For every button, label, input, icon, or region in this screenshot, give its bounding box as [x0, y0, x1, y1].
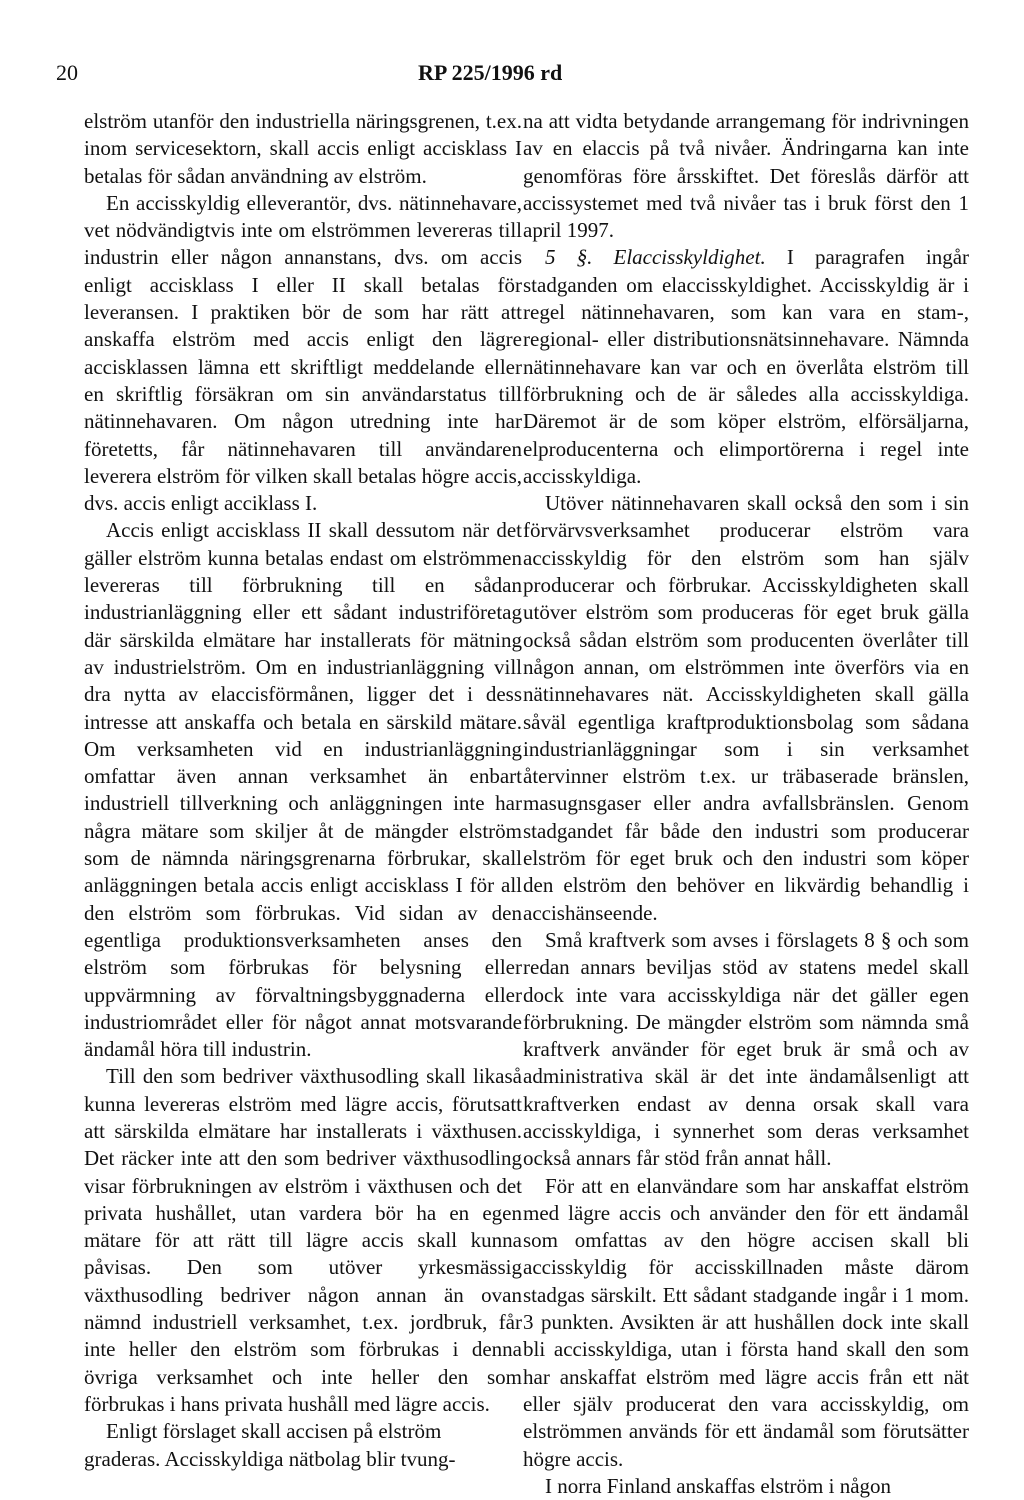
- paragraph: Till den som bedriver växthusodling skall likaså kunna levereras elström med lägre accis, förutsatt att särskilda elmätare har installerats i växthusen. Det räcker inte att den som bedriver växthusodling visar förbrukningen av elström i växthusen och det privata hushållet, utan vardera bör ha en egen mätare för att rätt till lägre accis skall kunna påvisas. Den som utöver yrkesmässig växthusodling bedriver någon annan än ovan nämnd industriell verksamhet, t.ex. jordbruk, får inte heller den elström som förbrukas i denna övriga verksamhet och inte heller den som förbrukas i hans privata hushåll med lägre accis.: [84, 1064, 522, 1416]
- paragraph: För att en elanvändare som har anskaffat elström med lägre accis och använder den för ett ändamål som omfattas av den högre accisen skall bli accisskyldig för accisskillnaden måste därom stadgas särskilt. Ett sådant stadgande ingår i 1 mom. 3 punkten. Avsikten är att hushållen dock inte skall bli accisskyldiga, utan i första hand skall den som har anskaffat elström med lägre accis från ett nät eller själv producerat den vara accisskyldig, om elströmmen används för ett ändamål som förutsätter högre accis.: [523, 1173, 969, 1471]
- paragraph: I norra Finland anskaffas elström i någon: [545, 1473, 892, 1498]
- paragraph: Enligt förslaget skall accisen på elström graderas. Accisskyldiga nätbolag blir tvung-: [84, 1419, 456, 1471]
- paragraph: elström utanför den industriella näringsgrenen, t.ex. inom servicesektorn, skall accis enligt accisklass I betalas för sådan användning av elström.: [84, 109, 522, 188]
- page-number: 20: [56, 60, 78, 85]
- paragraph: Små kraftverk som avses i förslagets 8 § och som redan annars beviljas stöd av statens medel skall dock inte vara accisskyldiga när det gäller egen förbrukning. De mängder elström som nämnda små kraftverk använder för eget bruk är små och av administrativa skäl är det inte ändamålsenligt att kraftverken endast av denna orsak skall vara accisskyldiga, i synnerhet som deras verksamhet också annars får stöd från annat håll.: [523, 927, 969, 1171]
- section-heading: 5 §. Elaccisskyldighet.: [545, 245, 766, 270]
- paragraph: Utöver nätinnehavaren skall också den som i sin förvärvsverksamhet producerar elström vara accisskyldig för den elström som han själv producerar och förbrukar. Accisskyldigheten skall utöver elström som produceras för eget bruk gälla också sådan elström som producenten överlåter till någon annan, om elströmmen inte överförs via en nätinnehavares nät. Accisskyldigheten skall gälla såväl egentliga kraftproduktionsbolag som sådana industrianläggningar som i sin verksamhet återvinner elström t.ex. ur träbaserade bränslen, masugnsgaser eller andra avfallsbränslen. Genom stadgandet får både den industri som producerar elström för eget bruk och den industri som köper den elström den behöver en likvärdig behandlig i accishänseende.: [523, 491, 969, 925]
- left-column: [84, 108, 522, 1473]
- section-paragraph: [523, 244, 969, 490]
- paragraph: na att vidta betydande arrangemang för indrivningen av en elaccis på två nivåer. Ändringarna kan inte genomföras före årsskiftet. Det föreslås därför att accissystemet med två nivåer tas i bruk först den 1 april 1997.: [523, 109, 969, 243]
- paragraph: En accisskyldig elleverantör, dvs. nätinnehavare, vet nödvändigtvis inte om elströmmen levereras till industrin eller någon annanstans, dvs. om accis enligt accisklass I eller II skall betalas för leveransen. I praktiken bör de som har rätt att anskaffa elström med accis enligt den lägre accisklassen lämna ett skriftligt meddelande eller en skriftlig försäkran om sin användarstatus till nätinnehavaren. Om någon utredning inte har företetts, får nätinnehavaren till användaren leverera elström för vilken skall betalas högre accis, dvs. accis enligt acciklass I.: [84, 190, 522, 516]
- section-body: I paragrafen ingår stadganden om elaccisskyldighet. Accisskyldig är i regel nätinnehavaren, som kan vara en stam-, regional- eller distributionsnätsinnehavare. Nämnda nätinnehavare kan var och en överlåta elström till förbrukning och de är således alla accisskyldiga. Däremot är de som köper elström, elförsäljarna, elproducenterna och elimportörerna i regel inte accisskyldiga.: [523, 245, 970, 488]
- paragraph: Accis enligt accisklass II skall dessutom när det gäller elström kunna betalas endast om elströmmen levereras till förbrukning till en sådan industrianläggning eller ett sådant industriföretag där särskilda elmätare har installerats för mätning av industrielström. Om en industrianläggning vill dra nytta av elaccisförmånen, ligger det i dess intresse att anskaffa och betala en särskild mätare. Om verksamheten vid en industrianläggning omfattar även annan verksamhet än enbart industriell tillverkning och anläggningen inte har några mätare som skiljer åt de mängder elström som de nämnda näringsgrenarna förbrukar, skall anläggningen betala accis enligt accisklass I för all den elström som förbrukas. Vid sidan av den egentliga produktionsverksamheten anses den elström som förbrukas för belysning eller uppvärmning av förvaltningsbyggnaderna eller industriområdet eller för något annat motsvarande ändamål höra till industrin.: [84, 518, 522, 1062]
- running-title: RP 225/1996 rd: [418, 60, 563, 85]
- right-column: [523, 108, 969, 1500]
